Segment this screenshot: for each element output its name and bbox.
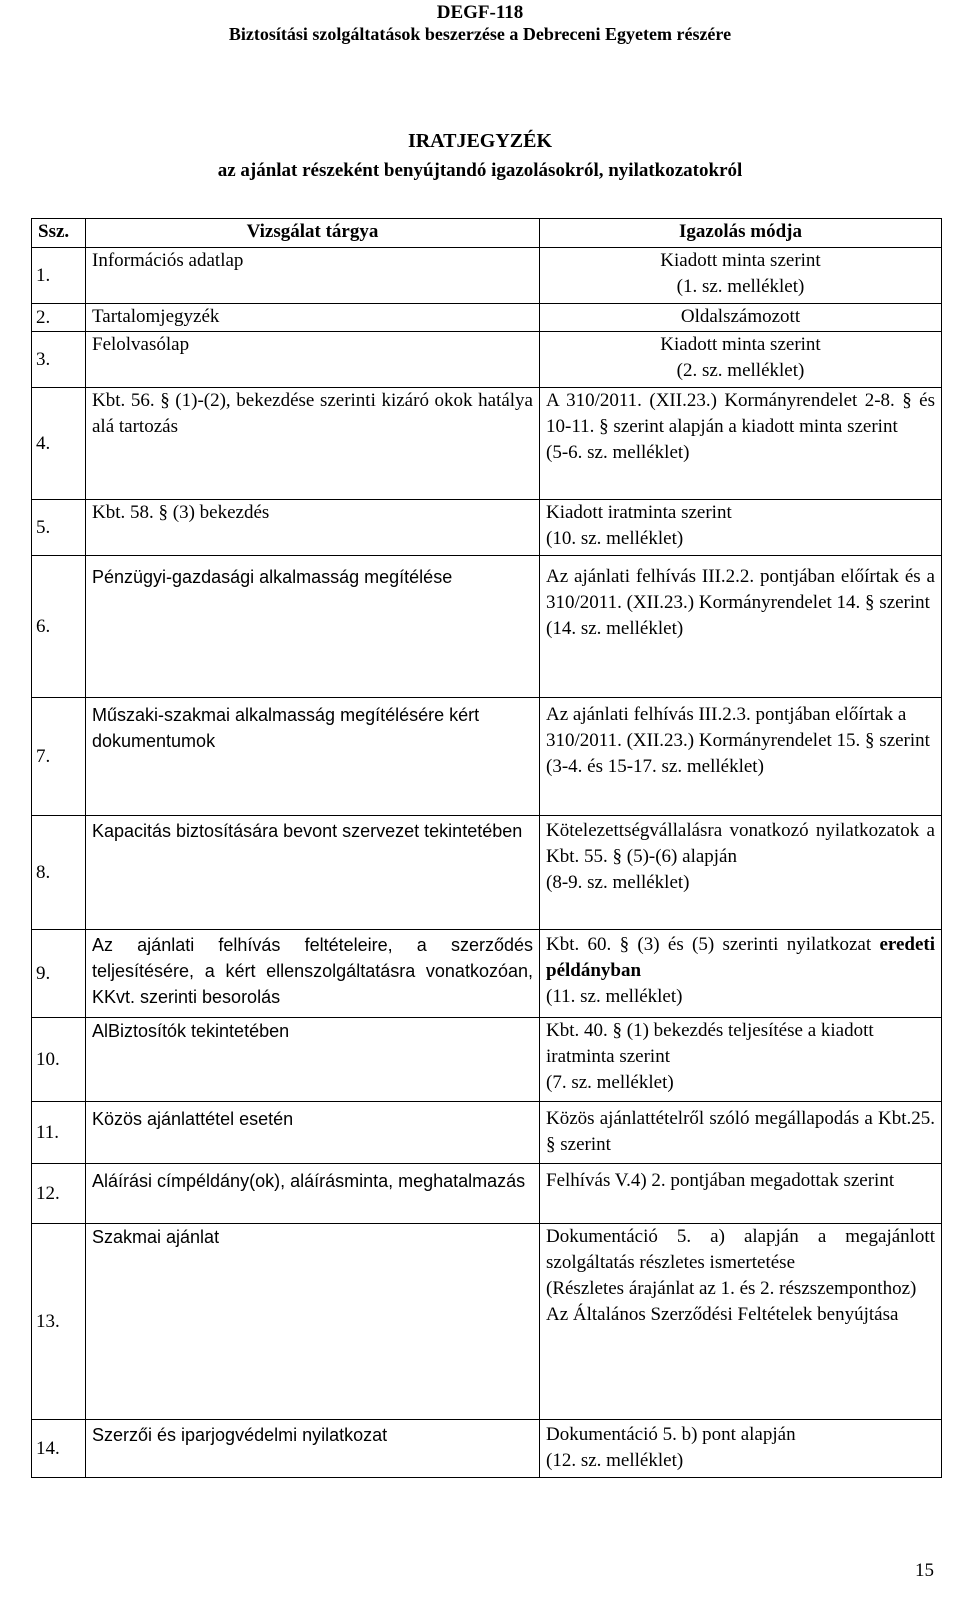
row-method xyxy=(540,1018,942,1102)
header-method: Igazolás módja xyxy=(540,219,942,248)
row-number: 5. xyxy=(32,500,86,556)
row-number: 11. xyxy=(32,1102,86,1164)
row-method: Közös ajánlattételről szóló megállapodás a Kbt.25. § szerint xyxy=(540,1102,942,1164)
method-line: Kiadott minta szerint xyxy=(660,250,821,271)
method-line: Kiadott minta szerint xyxy=(660,334,821,355)
row-subject: Pénzügyi-gazdasági alkalmasság megítélése xyxy=(86,556,540,698)
document-subtitle: az ajánlat részeként benyújtandó igazolásokról, nyilatkozatokról xyxy=(217,160,743,181)
method-line: (10. sz. melléklet) xyxy=(546,528,684,549)
row-number: 13. xyxy=(32,1224,86,1420)
method-line: (12. sz. melléklet) xyxy=(546,1450,684,1471)
row-number: 7. xyxy=(32,698,86,816)
method-line: Dokumentáció 5. a) alapján a megajánlott szolgáltatás részletes ismertetése xyxy=(546,1226,935,1273)
table-header-row xyxy=(32,219,942,248)
row-subject: Kbt. 58. § (3) bekezdés xyxy=(86,500,540,556)
table-row xyxy=(32,332,942,388)
row-method xyxy=(540,248,942,304)
table-row xyxy=(32,248,942,304)
row-number: 3. xyxy=(32,332,86,388)
row-method xyxy=(540,556,942,698)
row-number: 2. xyxy=(32,304,86,332)
row-subject: Információs adatlap xyxy=(86,248,540,304)
row-subject: Szakmai ajánlat xyxy=(86,1224,540,1420)
document-register-table xyxy=(31,218,942,1478)
table-row xyxy=(32,816,942,930)
method-text: Kbt. 60. § (3) és (5) szerinti nyilatkozat xyxy=(546,934,880,955)
row-subject: Műszaki-szakmai alkalmasság megítélésére kért dokumentumok xyxy=(86,698,540,816)
table-row xyxy=(32,388,942,500)
row-subject: Szerzői és iparjogvédelmi nyilatkozat xyxy=(86,1420,540,1478)
document-title: IRATJEGYZÉK xyxy=(407,130,553,152)
row-number: 4. xyxy=(32,388,86,500)
method-line: (8-9. sz. melléklet) xyxy=(546,872,690,893)
row-number: 12. xyxy=(32,1164,86,1224)
row-method xyxy=(540,1420,942,1478)
table-row xyxy=(32,556,942,698)
table-row xyxy=(32,698,942,816)
row-subject: Aláírási címpéldány(ok), aláírásminta, meghatalmazás xyxy=(86,1164,540,1224)
row-subject: AlBiztosítók tekintetében xyxy=(86,1018,540,1102)
row-method xyxy=(540,816,942,930)
row-subject: Kapacitás biztosítására bevont szervezet tekintetében xyxy=(86,816,540,930)
document-header-subtitle: Biztosítási szolgáltatások beszerzése a Debreceni Egyetem részére xyxy=(228,24,732,44)
table-row xyxy=(32,500,942,556)
row-method xyxy=(540,500,942,556)
method-line: Dokumentáció 5. b) pont alapján xyxy=(546,1424,796,1445)
table-row xyxy=(32,1164,942,1224)
method-line: (7. sz. melléklet) xyxy=(546,1072,674,1093)
row-number: 10. xyxy=(32,1018,86,1102)
method-line: (3-4. és 15-17. sz. melléklet) xyxy=(546,756,764,777)
method-line: Kötelezettségvállalásra vonatkozó nyilatkozatok a Kbt. 55. § (5)-(6) alapján xyxy=(546,820,935,867)
row-number: 9. xyxy=(32,930,86,1018)
header-no: Ssz. xyxy=(32,219,86,248)
method-line: Az ajánlati felhívás III.2.2. pontjában előírtak és a 310/2011. (XII.23.) Kormányrendelet 14. § szerint xyxy=(546,566,935,613)
method-line: Az ajánlati felhívás III.2.3. pontjában előírtak a 310/2011. (XII.23.) Kormányrendelet 15. § szerint xyxy=(546,704,930,751)
row-subject: Az ajánlati felhívás feltételeire, a szerződés teljesítésére, a kért ellenszolgáltatásra vonatkozóan, KKvt. szerinti besorolás xyxy=(86,930,540,1018)
table-row xyxy=(32,1224,942,1420)
method-line: Kbt. 40. § (1) bekezdés teljesítése a kiadott iratminta szerint xyxy=(546,1020,874,1067)
row-subject: Kbt. 56. § (1)-(2), bekezdése szerinti kizáró okok hatálya alá tartozás xyxy=(86,388,540,500)
document-code: DEGF-118 xyxy=(436,2,524,23)
row-subject: Közös ajánlattétel esetén xyxy=(86,1102,540,1164)
table-row xyxy=(32,1420,942,1478)
method-line: (Részletes árajánlat az 1. és 2. részszemponthoz) xyxy=(546,1278,917,1299)
row-method xyxy=(540,1224,942,1420)
row-method xyxy=(540,930,942,1018)
table-row xyxy=(32,1102,942,1164)
table-row xyxy=(32,304,942,332)
method-line: (1. sz. melléklet) xyxy=(676,276,805,297)
method-line: Kiadott iratminta szerint xyxy=(546,502,732,523)
row-method xyxy=(540,388,942,500)
page-number: 15 xyxy=(915,1560,934,1581)
method-annex: (11. sz. melléklet) xyxy=(546,986,683,1007)
method-line: A 310/2011. (XII.23.) Kormányrendelet 2-8. § és 10-11. § szerint alapján a kiadott minta szerint xyxy=(546,390,935,437)
row-method: Oldalszámozott xyxy=(540,304,942,332)
row-method xyxy=(540,332,942,388)
method-line: (5-6. sz. melléklet) xyxy=(546,442,690,463)
row-method: Felhívás V.4) 2. pontjában megadottak szerint xyxy=(540,1164,942,1224)
header-subject: Vizsgálat tárgya xyxy=(86,219,540,248)
row-number: 8. xyxy=(32,816,86,930)
row-subject: Tartalomjegyzék xyxy=(86,304,540,332)
table-row xyxy=(32,1018,942,1102)
method-line: (2. sz. melléklet) xyxy=(676,360,805,381)
row-number: 1. xyxy=(32,248,86,304)
row-subject: Felolvasólap xyxy=(86,332,540,388)
row-method xyxy=(540,698,942,816)
table-row xyxy=(32,930,942,1018)
method-line: (14. sz. melléklet) xyxy=(546,618,684,639)
method-emphasis: eredeti példányban xyxy=(546,934,935,981)
row-number: 14. xyxy=(32,1420,86,1478)
method-line: Az Általános Szerződési Feltételek benyújtása xyxy=(546,1304,899,1325)
row-number: 6. xyxy=(32,556,86,698)
